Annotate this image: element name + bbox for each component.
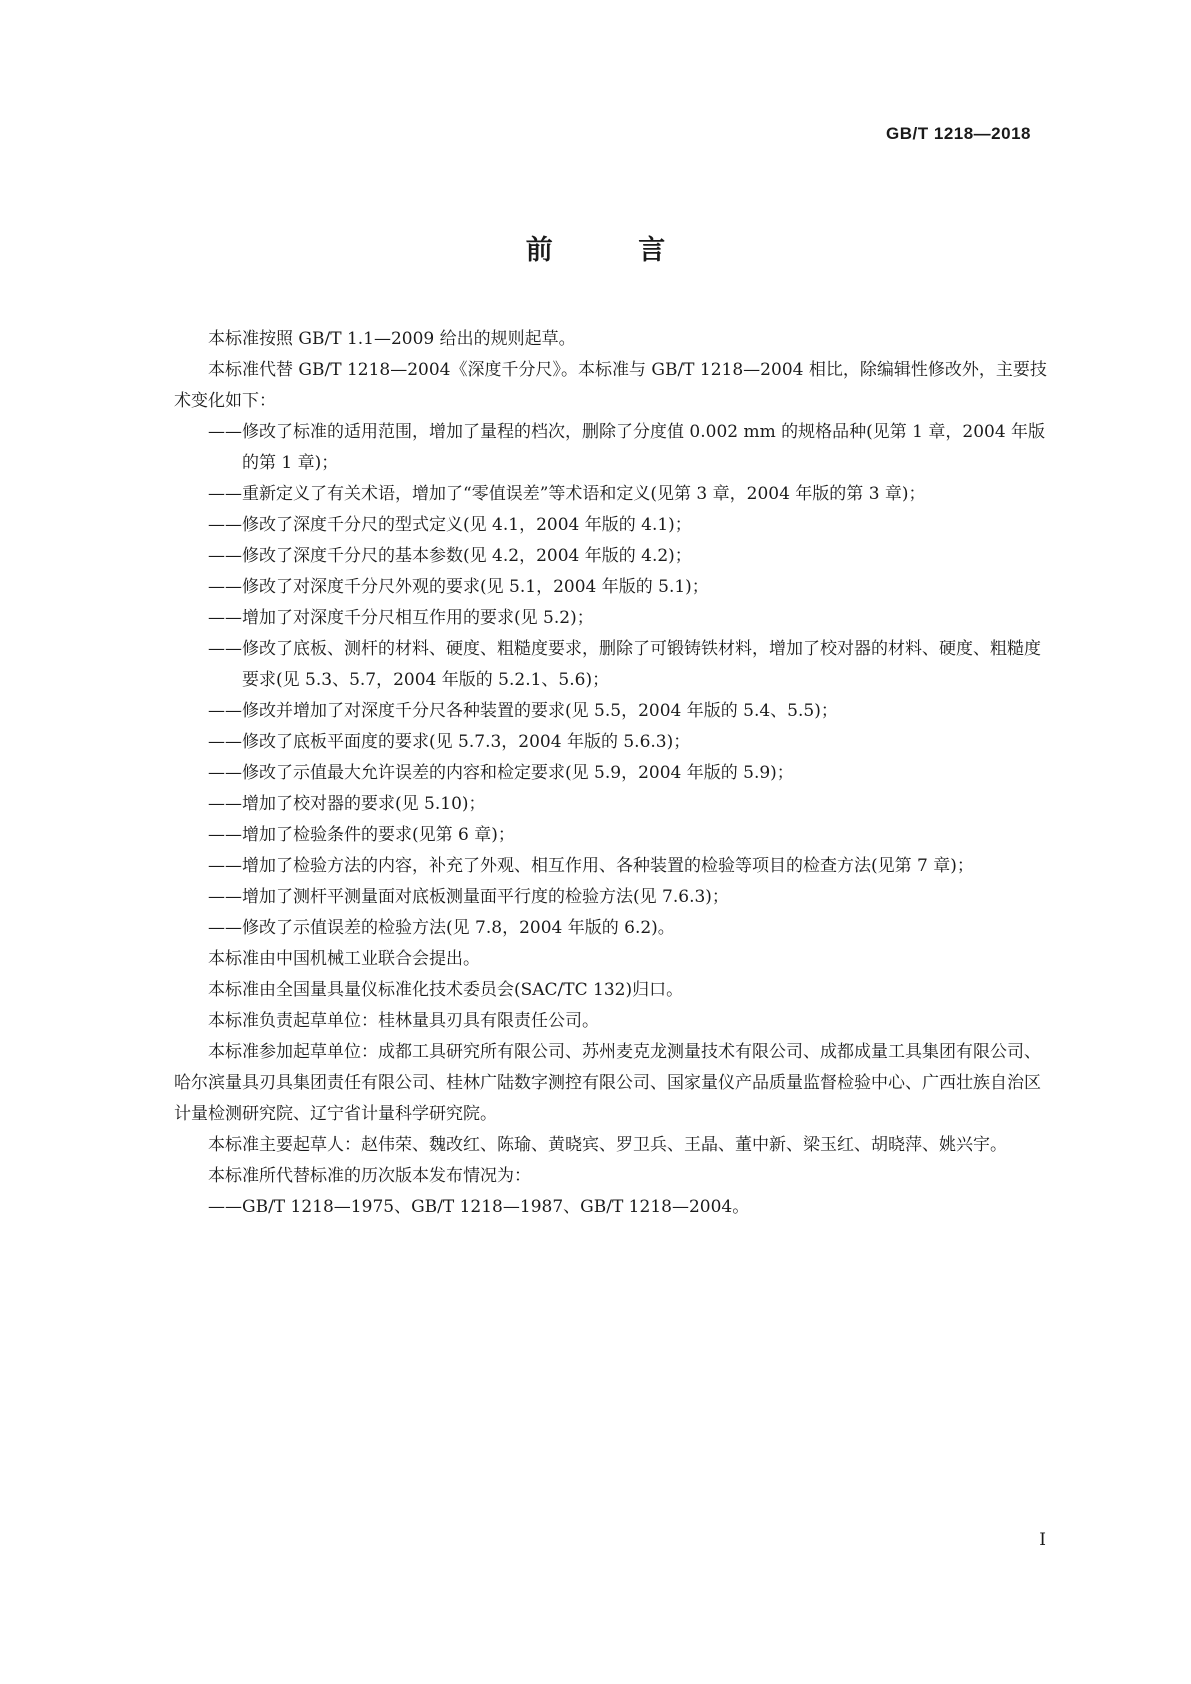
paragraph: 本标准由中国机械工业联合会提出。 bbox=[208, 949, 480, 969]
change-item: ——重新定义了有关术语，增加了“零值误差”等术语和定义(见第 3 章，2004 年版的第 3 章)； bbox=[208, 484, 926, 504]
standard-code: GB/T 1218—2018 bbox=[886, 124, 1031, 143]
change-item: ——增加了对深度千分尺相互作用的要求(见 5.2)； bbox=[208, 608, 594, 628]
change-item: ——修改了深度千分尺的基本参数(见 4.2，2004 年版的 4.2)； bbox=[208, 546, 692, 566]
change-item: ——增加了测杆平测量面对底板测量面平行度的检验方法(见 7.6.3)； bbox=[208, 887, 729, 907]
paragraph: 本标准由全国量具量仪标准化技术委员会(SAC/TC 132)归口。 bbox=[208, 980, 684, 1000]
change-item: ——增加了检验方法的内容，补充了外观、相互作用、各种装置的检验等项目的检查方法(见第 7 章)； bbox=[208, 856, 974, 876]
change-item: ——GB/T 1218—1975、GB/T 1218—1987、GB/T 1218—2004。 bbox=[208, 1197, 750, 1217]
change-item: ——修改了底板平面度的要求(见 5.7.3，2004 年版的 5.6.3)； bbox=[208, 732, 691, 752]
change-item: ——修改了底板、测杆的材料、硬度、粗糙度要求，删除了可锻铸铁材料，增加了校对器的材料、硬度、粗糙度要求(见 5.3、5.7，2004 年版的 5.2.1、5.6)； bbox=[208, 639, 1041, 690]
change-item: ——修改了对深度千分尺外观的要求(见 5.1，2004 年版的 5.1)； bbox=[208, 577, 709, 597]
paragraph: 本标准参加起草单位：成都工具研究所有限公司、苏州麦克龙测量技术有限公司、成都成量工具集团有限公司、哈尔滨量具刃具集团责任有限公司、桂林广陆数字测控有限公司、国家量仪产品质量监督检验中心、广西壮族自治区计量检测研究院、辽宁省计量科学研究院。 bbox=[174, 1042, 1041, 1124]
change-item: ——修改并增加了对深度千分尺各种装置的要求(见 5.5，2004 年版的 5.4、5.5)； bbox=[208, 701, 838, 721]
paragraph: 本标准代替 GB/T 1218—2004《深度千分尺》。本标准与 GB/T 1218—2004 相比，除编辑性修改外，主要技术变化如下： bbox=[174, 360, 1047, 411]
page-title: 前 言 bbox=[525, 235, 704, 266]
paragraph: 本标准按照 GB/T 1.1—2009 给出的规则起草。 bbox=[208, 329, 576, 349]
change-item: ——修改了标准的适用范围，增加了量程的档次，删除了分度值 0.002 mm 的规格品种(见第 1 章，2004 年版的第 1 章)； bbox=[208, 422, 1046, 473]
paragraph: 本标准所代替标准的历次版本发布情况为： bbox=[208, 1166, 531, 1186]
change-item: ——修改了示值最大允许误差的内容和检定要求(见 5.9，2004 年版的 5.9)； bbox=[208, 763, 794, 783]
page-number: I bbox=[1039, 1530, 1046, 1550]
foreword-body bbox=[174, 324, 1049, 1223]
change-item: ——修改了示值误差的检验方法(见 7.8，2004 年版的 6.2)。 bbox=[208, 918, 675, 938]
change-item: ——增加了检验条件的要求(见第 6 章)； bbox=[208, 825, 515, 845]
change-item: ——修改了深度千分尺的型式定义(见 4.1，2004 年版的 4.1)； bbox=[208, 515, 692, 535]
paragraph: 本标准负责起草单位：桂林量具刃具有限责任公司。 bbox=[208, 1011, 599, 1031]
paragraph: 本标准主要起草人：赵伟荣、魏改红、陈瑜、黄晓宾、罗卫兵、王晶、董中新、梁玉红、胡晓萍、姚兴宇。 bbox=[208, 1135, 1007, 1155]
change-item: ——增加了校对器的要求(见 5.10)； bbox=[208, 794, 486, 814]
